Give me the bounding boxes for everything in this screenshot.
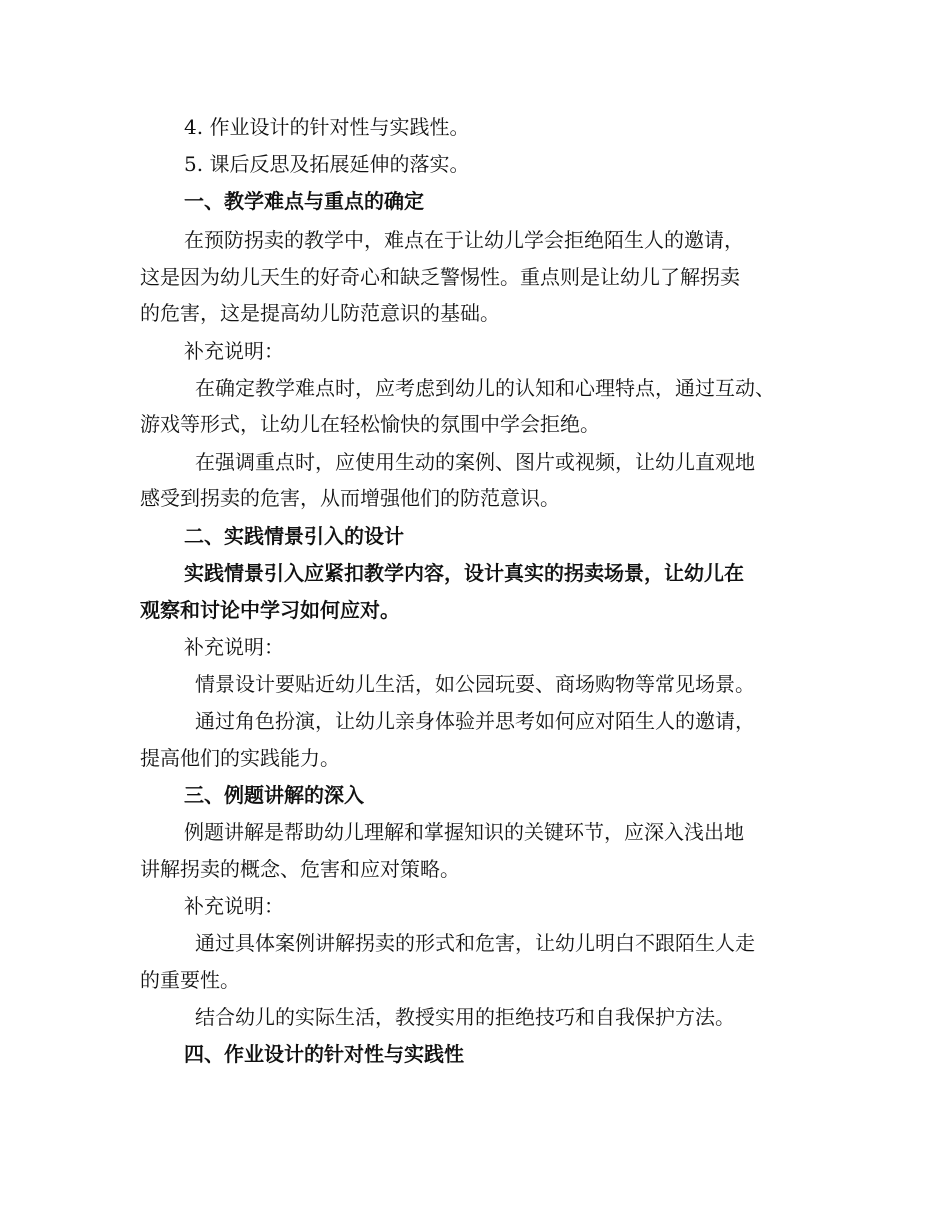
paragraph-line: 情景设计要贴近幼儿生活，如公园玩耍、商场购物等常见场景。 [195,672,755,696]
paragraph-line: 在确定教学难点时，应考虑到幼儿的认知和心理特点，通过互动、 [195,376,775,400]
paragraph-line: 这是因为幼儿天生的好奇心和缺乏警惕性。重点则是让幼儿了解拐卖 [140,265,740,289]
section-heading-2: 二、实践情景引入的设计 [184,524,404,548]
section-heading-1: 一、教学难点与重点的确定 [184,189,424,213]
paragraph-line: 通过具体案例讲解拐卖的形式和危害，让幼儿明白不跟陌生人走 [195,931,755,955]
supplement-label: 补充说明： [184,339,284,363]
paragraph-line: 例题讲解是帮助幼儿理解和掌握知识的关键环节，应深入浅出地 [184,820,744,844]
paragraph-line: 提高他们的实践能力。 [140,746,340,770]
paragraph-line: 讲解拐卖的概念、危害和应对策略。 [140,857,460,881]
paragraph-line: 在强调重点时，应使用生动的案例、图片或视频，让幼儿直观地 [195,450,755,474]
paragraph-line: 在预防拐卖的教学中，难点在于让幼儿学会拒绝陌生人的邀请， [184,228,744,252]
paragraph-line: 的重要性。 [140,968,240,992]
paragraph-line: 感受到拐卖的危害，从而增强他们的防范意识。 [140,486,560,510]
paragraph-line: 的危害，这是提高幼儿防范意识的基础。 [140,301,500,325]
list-item-5: 5. 课后反思及拓展延伸的落实。 [184,152,470,176]
section-heading-4: 四、作业设计的针对性与实践性 [184,1042,464,1066]
paragraph-line: 游戏等形式，让幼儿在轻松愉快的氛围中学会拒绝。 [140,412,600,436]
supplement-label: 补充说明： [184,635,284,659]
section-heading-3: 三、例题讲解的深入 [184,783,364,807]
bold-paragraph-line: 观察和讨论中学习如何应对。 [140,598,400,622]
paragraph-line: 结合幼儿的实际生活，教授实用的拒绝技巧和自我保护方法。 [195,1005,735,1029]
bold-paragraph-line: 实践情景引入应紧扣教学内容，设计真实的拐卖场景，让幼儿在 [184,561,744,585]
list-item-4: 4. 作业设计的针对性与实践性。 [184,115,470,139]
paragraph-line: 通过角色扮演，让幼儿亲身体验并思考如何应对陌生人的邀请， [195,709,755,733]
supplement-label: 补充说明： [184,894,284,918]
